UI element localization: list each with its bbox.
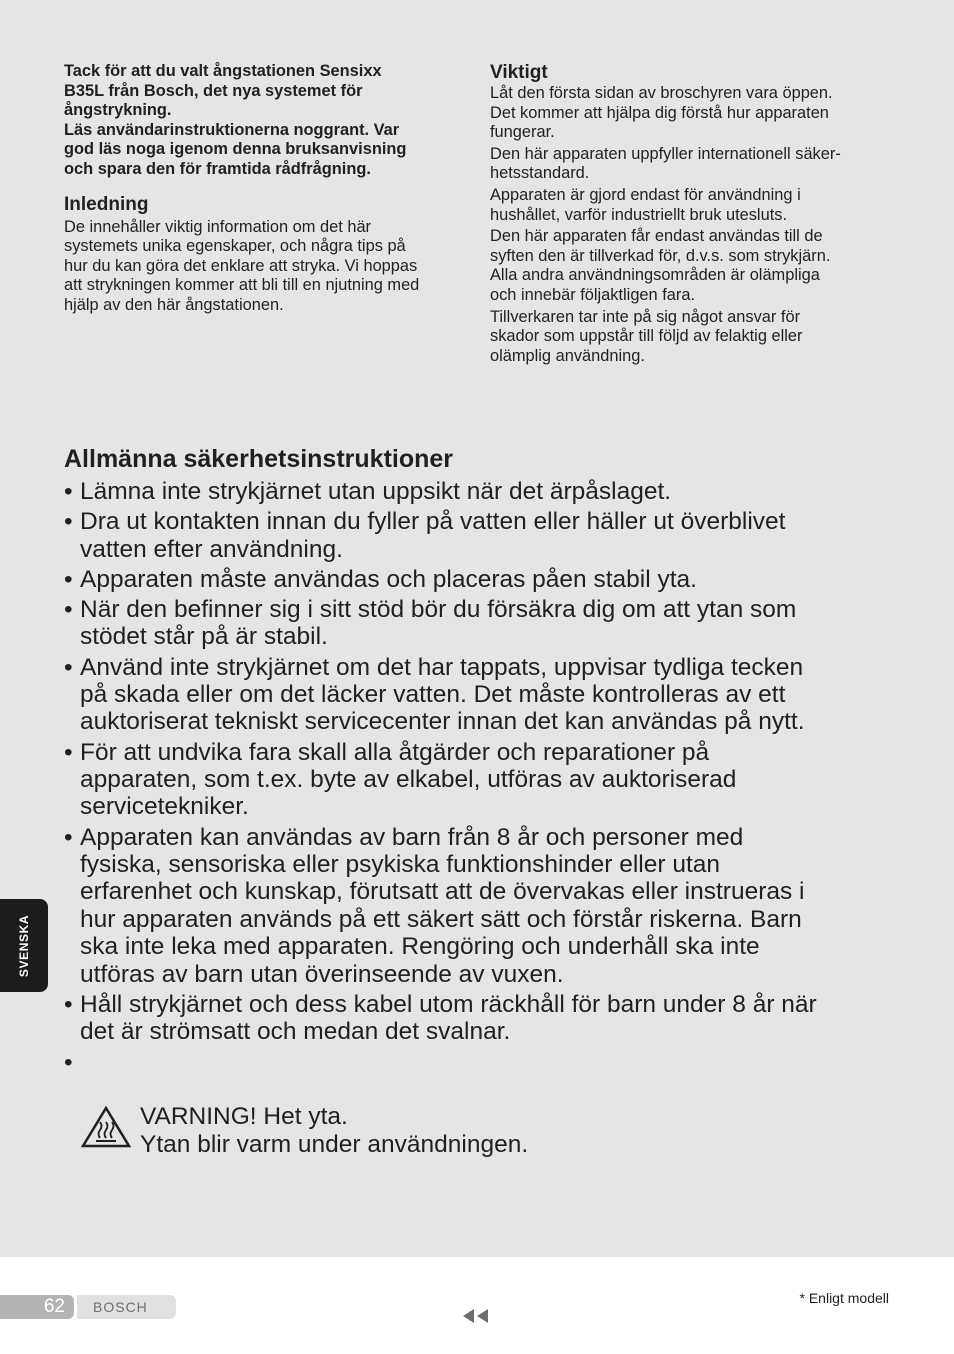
warning-row xyxy=(80,1103,894,1158)
safety-item-text: Apparaten måste användas och placeras påen stabil yta. xyxy=(80,565,697,593)
intro-column xyxy=(64,62,464,316)
safety-list xyxy=(64,478,894,1186)
safety-item-text: Använd inte strykjärnet om det har tappats, uppvisar tydliga tecken på skada eller om det läcker vatten. Det måste kontrolleras av ett auktoriserat tekniskt servicecenter innan det kan användas på nytt. xyxy=(80,653,805,736)
safety-item xyxy=(64,566,894,593)
bullet-mark: • xyxy=(64,508,73,536)
safety-item-text: Dra ut kontakten innan du fyller på vatten eller häller ut överblivet vatten efter användning. xyxy=(80,508,786,563)
safety-warning-item xyxy=(64,1049,894,1186)
safety-item xyxy=(64,824,894,988)
safety-item xyxy=(64,991,894,1046)
safety-item xyxy=(64,508,894,563)
safety-item-text: Lämna inte strykjärnet utan uppsikt när det ärpåslaget. xyxy=(80,478,672,505)
important-heading: Viktigt xyxy=(490,62,548,83)
important-paragraph: Den här apparaten uppfyller internationell säker- hetsstandard. xyxy=(490,144,841,183)
brand-label: BOSCH xyxy=(77,1295,176,1319)
bullet-mark: • xyxy=(64,565,73,593)
important-paragraph: Den här apparaten får endast användas till de syften den är tillverkad för, d.v.s. som strykjärn. Alla andra användningsområden är olämpliga och innebär följaktligen fara. xyxy=(490,227,831,304)
important-column xyxy=(490,62,890,366)
warning-text: VARNING! Het yta. Ytan blir varm under användningen. xyxy=(140,1103,529,1158)
safety-item-text: När den befinner sig i sitt stöd bör du försäkra dig om att ytan som stödet står på är stabil. xyxy=(80,596,797,651)
language-tab-label: SVENSKA xyxy=(17,914,31,977)
bullet-mark: • xyxy=(64,823,73,851)
important-paragraph: Låt den första sidan av broschyren vara öppen. Det kommer att hjälpa dig förstå hur apparaten fungerar. xyxy=(490,84,833,142)
language-tab xyxy=(0,899,48,992)
safety-item xyxy=(64,478,894,505)
safety-item-text: Håll strykjärnet och dess kabel utom räckhåll för barn under 8 år när det är strömsatt och medan det svalnar. xyxy=(80,990,817,1046)
safety-item-text: Apparaten kan användas av barn från 8 år och personer med fysiska, sensoriska eller psykiska funktionshinder eller utan erfarenhet och kunskap, förutsatt att de övervakas eller instrueras i hur apparaten används på ett säkert sätt och förstår riskerna. Barn ska inte leka med apparaten. Rengöring och underhåll ska inte utföras av barn utan överinseende av vuxen. xyxy=(80,823,805,988)
hot-surface-warning-icon xyxy=(80,1105,132,1149)
important-paragraph: Apparaten är gjord endast för användning i hushållet, varför industriellt bruk utesluts. xyxy=(490,185,801,224)
safety-item-text: För att undvika fara skall alla åtgärder och reparationer på apparaten, som t.ex. byte av elkabel, utföras av auktoriserad servicetekniker. xyxy=(80,738,737,821)
intro-heading: Inledning xyxy=(64,193,149,215)
safety-title: Allmänna säkerhetsinstruktioner xyxy=(64,445,454,473)
bullet-mark: • xyxy=(64,738,73,766)
safety-item xyxy=(64,739,894,821)
bullet-mark: • xyxy=(64,478,73,505)
bullet-mark: • xyxy=(64,596,73,624)
safety-item xyxy=(64,596,894,651)
double-left-arrow-icon xyxy=(462,1308,490,1324)
safety-section xyxy=(64,444,894,1188)
safety-item xyxy=(64,654,894,736)
footer-page-badge xyxy=(0,1295,176,1319)
intro-thanks-text: Tack för att du valt ångstationen Sensixx B35L från Bosch, det nya systemet för ångstrykning. Läs användarinstruktionerna noggrant. Var god läs noga igenom denna bruksanvisning och spara den för framtida rådfrågning. xyxy=(64,62,407,178)
bullet-mark: • xyxy=(64,653,73,681)
bullet-mark: • xyxy=(64,990,73,1018)
page-number: 62 xyxy=(0,1295,74,1319)
important-paragraph: Tillverkaren tar inte på sig något ansvar för skador som uppstår till följd av felaktig eller olämplig användning. xyxy=(490,307,803,365)
bullet-mark: • xyxy=(64,1048,73,1076)
model-footnote: * Enligt modell xyxy=(799,1290,889,1306)
intro-body-text: De innehåller viktig information om det här systemets unika egenskaper, och några tips på hur du kan göra det enklare att stryka. Vi hoppas att strykningen kommer att bli till en njutning med hjälp av den här ångstationen. xyxy=(64,217,420,314)
